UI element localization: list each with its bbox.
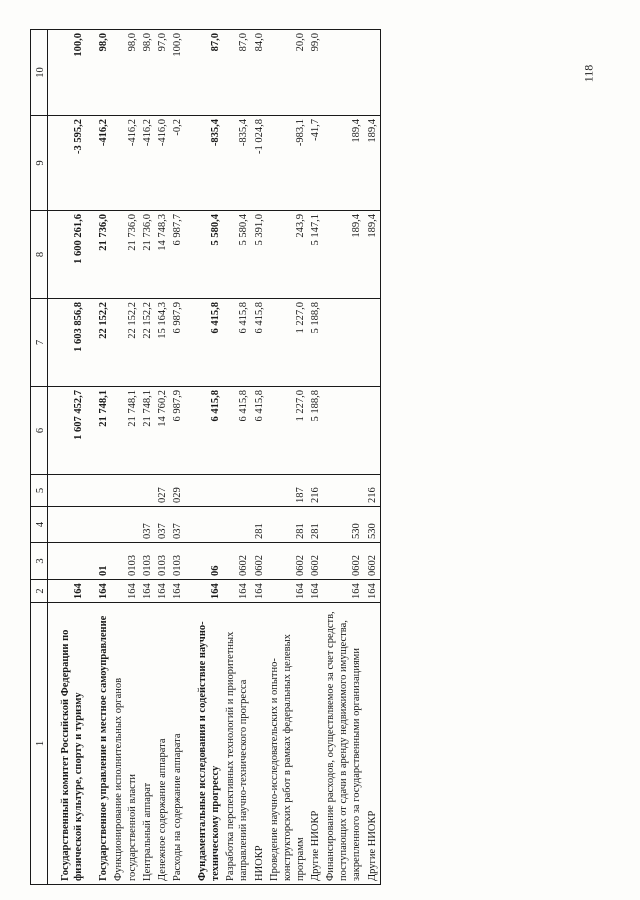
table-cell: -835,4 (223, 116, 251, 211)
spacer-cell (185, 116, 195, 211)
table-cell: 164 (267, 580, 308, 603)
table-cell: 037 (170, 507, 185, 543)
table-cell: 164 (252, 580, 267, 603)
table-cell: 84,0 (252, 30, 267, 116)
table-cell (223, 507, 251, 543)
table-cell: 189,4 (365, 116, 381, 211)
table-cell: 0103 (155, 543, 170, 580)
table-cell: 164 (140, 580, 155, 603)
table-cell: 0103 (111, 543, 139, 580)
row-label: Функционирование исполнительных органов государственной власти (111, 603, 139, 885)
spacer-cell (48, 30, 59, 116)
row-label: Финансирование расходов, осуществляемое за счет средств, поступающих от сдачи в аренду недвижимого имущества, закрепленного за государственными организациями (323, 603, 364, 885)
table-cell: 6 987,9 (170, 299, 185, 387)
table-cell: 164 (155, 580, 170, 603)
col-header: 1 (31, 603, 48, 885)
table-cell: 189,4 (323, 116, 364, 211)
table-row (155, 30, 170, 885)
table-cell: 21 736,0 (96, 211, 111, 299)
table-cell: 6 415,8 (223, 387, 251, 475)
table-row (308, 30, 323, 885)
table-cell: 0602 (252, 543, 267, 580)
table-cell: 281 (267, 507, 308, 543)
table-cell: 216 (308, 475, 323, 507)
spacer-cell (185, 475, 195, 507)
table-cell: 21 736,0 (111, 211, 139, 299)
table-cell: 6 415,8 (252, 387, 267, 475)
table-cell: 1 603 856,8 (58, 299, 86, 387)
table-cell: -416,2 (96, 116, 111, 211)
table-cell: 187 (267, 475, 308, 507)
col-header: 3 (31, 543, 48, 580)
table-cell: -416,2 (111, 116, 139, 211)
table-cell: 164 (223, 580, 251, 603)
table-cell: 5 147,1 (308, 211, 323, 299)
spacer-cell (48, 507, 59, 543)
table-cell: 1 600 261,6 (58, 211, 86, 299)
spacer-cell (48, 580, 59, 603)
row-label: Проведение научно-исследовательских и опытно-конструкторских работ в рамках федеральных целевых программ (267, 603, 308, 885)
table-row (365, 30, 381, 885)
table-cell (96, 507, 111, 543)
table-cell: 21 748,1 (140, 387, 155, 475)
table-cell: 15 164,3 (155, 299, 170, 387)
table-cell (365, 299, 381, 387)
table-cell: 037 (155, 507, 170, 543)
table-cell (323, 30, 364, 116)
spacer-cell (48, 387, 59, 475)
table-cell (252, 475, 267, 507)
table-cell: 100,0 (58, 30, 86, 116)
row-label: Другие НИОКР (308, 603, 323, 885)
table-cell: 21 748,1 (111, 387, 139, 475)
table-row (252, 30, 267, 885)
spacer-row (185, 30, 195, 885)
spacer-cell (185, 299, 195, 387)
table-cell: 6 987,7 (170, 211, 185, 299)
table-cell (140, 475, 155, 507)
table-cell: 14 748,3 (155, 211, 170, 299)
col-header: 10 (31, 30, 48, 116)
table-row (58, 30, 86, 885)
col-header: 9 (31, 116, 48, 211)
table-cell: 99,0 (308, 30, 323, 116)
table-cell: 0602 (308, 543, 323, 580)
table-cell: 6 415,8 (195, 299, 223, 387)
table-cell: 5 391,0 (252, 211, 267, 299)
table-cell (365, 30, 381, 116)
table-cell: 029 (170, 475, 185, 507)
table-row (140, 30, 155, 885)
table-cell: -835,4 (195, 116, 223, 211)
table-cell: 164 (58, 580, 86, 603)
table-cell: 0602 (323, 543, 364, 580)
table-cell: 164 (308, 580, 323, 603)
table-cell: 164 (111, 580, 139, 603)
spacer-cell (86, 30, 96, 116)
table-cell: 0602 (223, 543, 251, 580)
table-cell: 06 (195, 543, 223, 580)
table-body (48, 30, 381, 885)
col-header: 8 (31, 211, 48, 299)
row-label: НИОКР (252, 603, 267, 885)
table-cell: 14 760,2 (155, 387, 170, 475)
table-cell (96, 475, 111, 507)
spacer-cell (48, 543, 59, 580)
col-header: 5 (31, 475, 48, 507)
table-cell: 164 (195, 580, 223, 603)
spacer-cell (185, 30, 195, 116)
row-label: Центральный аппарат (140, 603, 155, 885)
table-cell (323, 387, 364, 475)
row-label: Государственный комитет Российской Федерации по физической культуре, спорту и туризму (58, 603, 86, 885)
spacer-cell (86, 475, 96, 507)
table-cell: 98,0 (111, 30, 139, 116)
table-cell: 1 227,0 (267, 299, 308, 387)
table-cell: 1 607 452,7 (58, 387, 86, 475)
spacer-cell (86, 299, 96, 387)
table-cell: 6 987,9 (170, 387, 185, 475)
spacer-cell (86, 603, 96, 885)
table-cell: -3 595,2 (58, 116, 86, 211)
spacer-cell (86, 507, 96, 543)
table-row (223, 30, 251, 885)
table-cell: -416,2 (140, 116, 155, 211)
table-cell: 6 415,8 (195, 387, 223, 475)
table-cell: 189,4 (365, 211, 381, 299)
row-label: Расходы на содержание аппарата (170, 603, 185, 885)
table-cell: 01 (96, 543, 111, 580)
table-cell (365, 387, 381, 475)
table-cell (58, 475, 86, 507)
table-cell: 21 736,0 (140, 211, 155, 299)
spacer-cell (185, 211, 195, 299)
table-cell (195, 475, 223, 507)
rotated-table-wrapper (30, 30, 640, 885)
table-cell: 281 (308, 507, 323, 543)
table-cell: 0602 (267, 543, 308, 580)
table-cell (323, 299, 364, 387)
table-cell (58, 507, 86, 543)
table-cell: -416,0 (155, 116, 170, 211)
table-cell: 5 580,4 (195, 211, 223, 299)
spacer-cell (86, 387, 96, 475)
table-cell: -983,1 (267, 116, 308, 211)
table-cell: 22 152,2 (140, 299, 155, 387)
col-header: 6 (31, 387, 48, 475)
table-cell: 5 188,8 (308, 387, 323, 475)
table-cell: 6 415,8 (252, 299, 267, 387)
spacer-cell (48, 475, 59, 507)
table-cell: 5 580,4 (223, 211, 251, 299)
table-cell: 22 152,2 (111, 299, 139, 387)
table-cell: 0602 (365, 543, 381, 580)
spacer-cell (185, 507, 195, 543)
table-row (267, 30, 308, 885)
col-header: 2 (31, 580, 48, 603)
table-cell: 98,0 (140, 30, 155, 116)
table-cell: -1 024,8 (252, 116, 267, 211)
table-cell: 027 (155, 475, 170, 507)
row-label: Фундаментальные исследования и содействие научно-техническому прогрессу (195, 603, 223, 885)
table-row (170, 30, 185, 885)
spacer-row (86, 30, 96, 885)
row-label: Государственное управление и местное самоуправление (96, 603, 111, 885)
spacer-cell (86, 116, 96, 211)
col-header: 4 (31, 507, 48, 543)
table-cell: 98,0 (96, 30, 111, 116)
spacer-cell (48, 211, 59, 299)
spacer-cell (48, 603, 59, 885)
table-cell: 21 748,1 (96, 387, 111, 475)
table-cell: 189,4 (323, 211, 364, 299)
table-cell (111, 475, 139, 507)
table-cell (111, 507, 139, 543)
table-cell (323, 475, 364, 507)
table-cell: 6 415,8 (223, 299, 251, 387)
column-number-header (31, 30, 48, 885)
spacer-cell (185, 543, 195, 580)
spacer-cell (185, 387, 195, 475)
table-row (323, 30, 364, 885)
row-label: Разработка перспективных технологий и приоритетных направлений научно-технического прогресса (223, 603, 251, 885)
table-row (96, 30, 111, 885)
table-cell: 100,0 (170, 30, 185, 116)
table-cell: 530 (365, 507, 381, 543)
table-row (195, 30, 223, 885)
spacer-cell (86, 543, 96, 580)
row-label: Денежное содержание аппарата (155, 603, 170, 885)
table-cell: 87,0 (223, 30, 251, 116)
spacer-cell (48, 299, 59, 387)
table-cell: 1 227,0 (267, 387, 308, 475)
table-cell: 87,0 (195, 30, 223, 116)
spacer-cell (48, 116, 59, 211)
table-cell: -41,7 (308, 116, 323, 211)
spacer-cell (185, 603, 195, 885)
table-cell: 0103 (170, 543, 185, 580)
table-cell (223, 475, 251, 507)
row-label: Другие НИОКР (365, 603, 381, 885)
table-cell (58, 543, 86, 580)
table-row (111, 30, 139, 885)
table-cell: 5 188,8 (308, 299, 323, 387)
table-cell: 0103 (140, 543, 155, 580)
table-cell: 20,0 (267, 30, 308, 116)
table-cell: -0,2 (170, 116, 185, 211)
table-cell: 22 152,2 (96, 299, 111, 387)
spacer-cell (185, 580, 195, 603)
table-cell: 037 (140, 507, 155, 543)
table-cell: 216 (365, 475, 381, 507)
spacer-cell (86, 580, 96, 603)
table-cell: 164 (96, 580, 111, 603)
table-cell (195, 507, 223, 543)
budget-table (30, 29, 381, 885)
table-cell: 164 (323, 580, 364, 603)
spacer-row (48, 30, 59, 885)
table-cell: 164 (365, 580, 381, 603)
page-number: 118 (581, 64, 596, 83)
col-header: 7 (31, 299, 48, 387)
table-cell: 164 (170, 580, 185, 603)
table-cell: 530 (323, 507, 364, 543)
spacer-cell (86, 211, 96, 299)
table-cell: 243,9 (267, 211, 308, 299)
table-cell: 97,0 (155, 30, 170, 116)
table-cell: 281 (252, 507, 267, 543)
